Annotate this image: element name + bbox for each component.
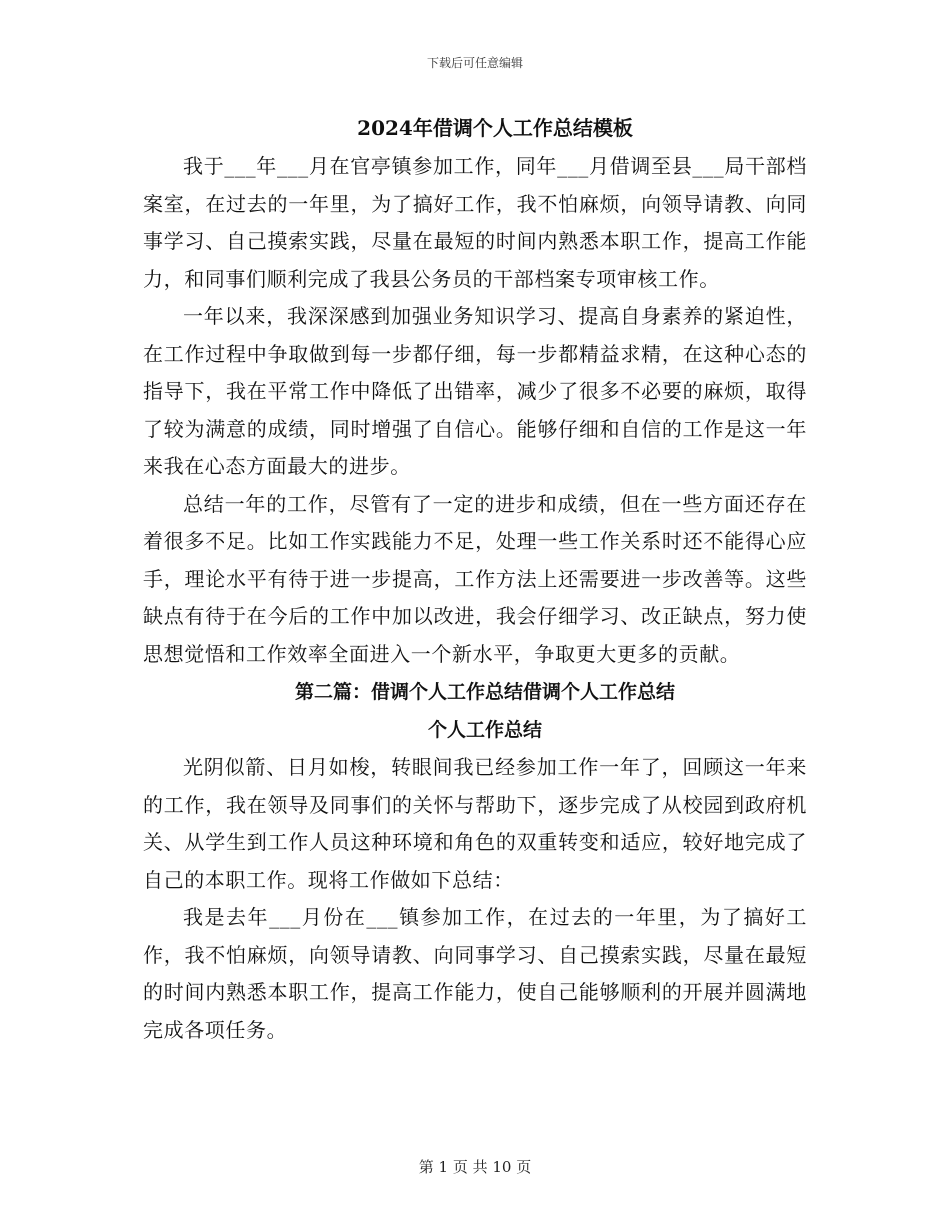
paragraph: 我是去年___月份在___镇参加工作，在过去的一年里，为了搞好工作，我不怕麻烦，向领导请教、向同事学习、自己摸索实践，尽量在最短的时间内熟悉本职工作，提高工作能力，使自己能够顺利的开展并圆满地完成各项任务。 [143,905,807,1042]
header-note: 下载后可任意编辑 [426,56,523,70]
document-title: 2024年借调个人工作总结模板 [357,116,633,140]
document-body [143,108,807,1049]
paragraph: 一年以来，我深深感到加强业务知识学习、提高自身素养的紧迫性，在工作过程中争取做到每一步都仔细，每一步都精益求精，在这种心态的指导下，我在平常工作中降低了出错率，减少了很多不必要的麻烦，取得了较为满意的成绩，同时增强了自信心。能够仔细和自信的工作是这一年来我在心态方面最大的进步。 [143,304,807,478]
paragraph: 我于___年___月在官亭镇参加工作，同年___月借调至县___局干部档案室，在过去的一年里，为了搞好工作，我不怕麻烦，向领导请教、向同事学习、自己摸索实践，尽量在最短的时间内熟悉本职工作，提高工作能力，和同事们顺利完成了我县公务员的干部档案专项审核工作。 [143,154,807,291]
paragraph: 光阴似箭、日月如梭，转眼间我已经参加工作一年了，回顾这一年来的工作，我在领导及同事们的关怀与帮助下，逐步完成了从校园到政府机关、从学生到工作人员这种环境和角色的双重转变和适应，较好地完成了自己的本职工作。现将工作做如下总结： [143,755,807,892]
section-subtitle: 个人工作总结 [427,719,542,741]
section-title: 第二篇：借调个人工作总结借调个人工作总结 [294,681,675,703]
paragraph: 总结一年的工作，尽管有了一定的进步和成绩，但在一些方面还存在着很多不足。比如工作实践能力不足，处理一些工作关系时还不能得心应手，理论水平有待于进一步提高，工作方法上还需要进一步改善等。这些缺点有待于在今后的工作中加以改进，我会仔细学习、改正缺点，努力使思想觉悟和工作效率全面进入一个新水平，争取更大更多的贡献。 [143,491,807,666]
page-indicator: 第 1 页 共 10 页 [418,1158,532,1176]
